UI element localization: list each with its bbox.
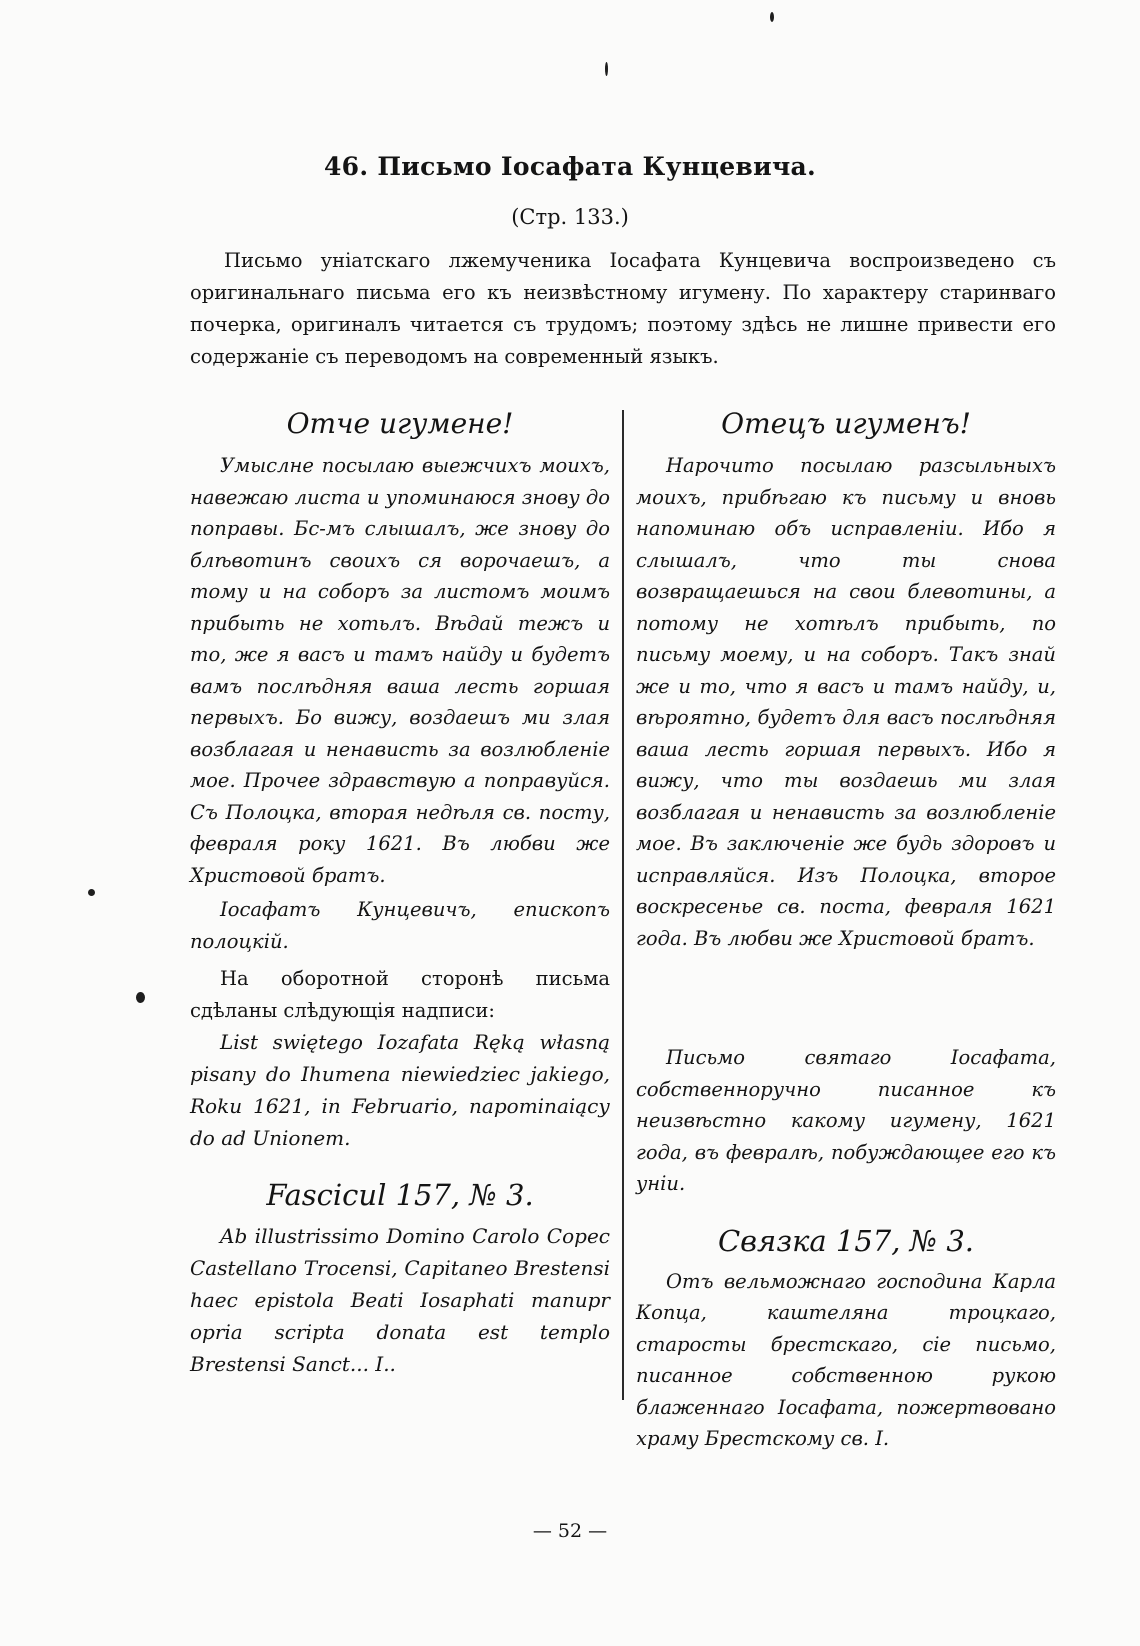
intro-paragraph: Письмо уніатскаго лжемученика Іосафата Кунцевича воспроизведено съ оригинальнаго письма его къ неизвѣстному игумену. По характеру старинваго почерка, оригиналъ читается съ трудомъ; поэтому здѣсь не лишне привести его содержаніе съ переводомъ на современный языкъ. <box>190 249 1056 368</box>
page-number: — 52 — <box>532 1520 608 1542</box>
scan-speck <box>136 992 145 1003</box>
column-divider <box>622 410 624 1400</box>
scan-speck <box>770 12 774 22</box>
left-fascicle-heading: Fascicul 157, № 3. <box>266 1178 534 1212</box>
left-column-original <box>190 400 610 1380</box>
translated-fascicle-text: Отъ вельможнаго господина Карла Копца, каштеляна троцкаго, старосты брестскаго, сіе письмо, писанное собственною рукою блаженнаго Іосафата, пожертвовано храму Брестскому св. I. <box>636 1269 1056 1450</box>
document-title: 46. Письмо Іосафата Кунцевича. <box>323 152 817 181</box>
right-fascicle-heading: Связка 157, № 3. <box>717 1223 975 1258</box>
left-salutation: Отче игумене! <box>286 407 514 440</box>
translated-inscription: Письмо святаго Іосафата, собственноручно писанное къ неизвѣстно какому игумену, 1621 года, въ февралѣ, побуждающее его къ уніи. <box>636 1046 1056 1195</box>
original-letter-text: Умыслне посылаю выежчихъ моихъ, навежаю листа и упоминаюся знову до поправы. Бс-мъ слышалъ, же знову до блѣвотинъ своихъ ся ворочаешъ, а тому и на соборъ за листомъ моимъ прибыть не хотьлъ. Вѣдай тежъ и то, же я васъ и тамъ найду и будетъ вамъ послѣдняя ваша лесть горшая первыхъ. Бо вижу, воздаешъ ми злая возблагая и ненависть за возлюбленіе мое. Прочее здравствую а поправуйся. Съ Полоцка, вторая недѣля св. посту, февраля року 1621. Въ любви же Христовой братъ. <box>190 454 610 887</box>
original-signature: Іосафатъ Кунцевичъ, епископъ полоцкій. <box>190 898 610 953</box>
translated-letter-text: Нарочито посылаю разсыльныхъ моихъ, прибѣгаю къ письму и вновь напоминаю объ исправленіи. Ибо я слышалъ, что ты снова возвращаешься на свои блевотины, а потому не хотѣлъ прибыть, по письму моему, и на соборъ. Такъ знай же и то, что я васъ и тамъ найду, и, вѣроятно, будетъ для васъ послѣдняя ваша лесть горшая первыхъ. Ибо я вижу, что ты воздаешь ми злая возблагая и ненависть за возлюбленіе мое. Въ заключеніе же будь здоровъ и исправляйся. Изъ Полоцка, второе воскресенье св. поста, февраля 1621 года. Въ любви же Христовой братъ. <box>636 454 1056 950</box>
right-column-translation <box>636 400 1056 1455</box>
page-reference: (Стр. 133.) <box>511 205 629 229</box>
latin-fascicle-text: Ab illustrissimo Domino Carolo Copec Castellano Trocensi, Capitaneo Brestensi haec epistola Beati Iosaphati manupr opria scripta donata est templo Brestensi Sanct... I.. <box>190 1224 610 1376</box>
scan-speck <box>88 889 95 896</box>
scan-speck <box>605 62 608 76</box>
polish-inscription: List swiętego Iozafata Ręką własną pisany do Ihumena niewiedziec jakiego, Roku 1621, in Februario, napominaiącу do ad Unionem. <box>190 1030 610 1150</box>
reverse-side-note: На оборотной сторонѣ письма сдѣланы слѣдующія надписи: <box>190 967 610 1022</box>
right-salutation: Отецъ игуменъ! <box>721 407 971 440</box>
